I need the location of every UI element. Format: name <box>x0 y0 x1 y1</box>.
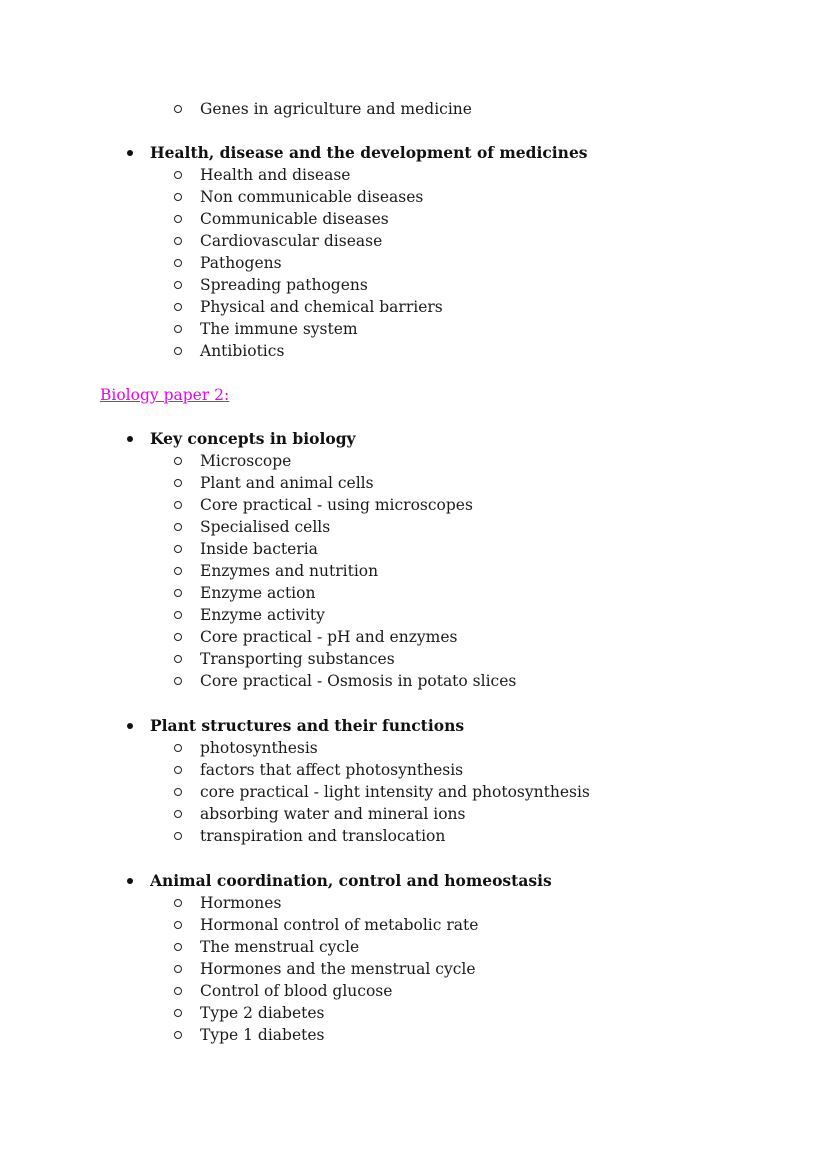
hollow-bullet-icon <box>174 303 182 311</box>
hollow-bullet-icon <box>174 987 182 995</box>
subtopic-label: core practical - light intensity and photosynthesis <box>200 783 590 801</box>
subtopic-item <box>0 538 828 560</box>
subtopic-item <box>0 230 828 252</box>
subtopic-item <box>0 914 828 936</box>
subtopic-item <box>0 1002 828 1024</box>
topic-label: Animal coordination, control and homeostasis <box>150 871 552 890</box>
subtopic-label: transpiration and translocation <box>200 827 446 845</box>
subtopic-label: Specialised cells <box>200 518 331 536</box>
subtopic-label: Pathogens <box>200 254 282 272</box>
hollow-bullet-icon <box>174 501 182 509</box>
hollow-bullet-icon <box>174 545 182 553</box>
hollow-bullet-icon <box>174 677 182 685</box>
subtopic-item <box>0 472 828 494</box>
subtopic-item <box>0 208 828 230</box>
subtopic-item <box>0 98 828 120</box>
filled-bullet-icon <box>127 723 133 729</box>
subtopic-label: The menstrual cycle <box>200 938 360 956</box>
hollow-bullet-icon <box>174 479 182 487</box>
hollow-bullet-icon <box>174 281 182 289</box>
subtopic-item <box>0 626 828 648</box>
subtopic-item <box>0 958 828 980</box>
subtopic-label: Core practical - Osmosis in potato slices <box>200 672 517 690</box>
subtopic-label: Spreading pathogens <box>200 276 368 294</box>
hollow-bullet-icon <box>174 523 182 531</box>
topic-label: Health, disease and the development of medicines <box>150 143 588 162</box>
subtopic-label: Core practical - using microscopes <box>200 496 473 514</box>
subtopic-label: Antibiotics <box>200 342 285 360</box>
hollow-bullet-icon <box>174 633 182 641</box>
subtopic-label: Type 2 diabetes <box>200 1004 325 1022</box>
hollow-bullet-icon <box>174 1031 182 1039</box>
topic-item <box>0 428 828 450</box>
hollow-bullet-icon <box>174 921 182 929</box>
subtopic-item <box>0 825 828 847</box>
subtopic-label: Transporting substances <box>200 650 395 668</box>
subtopic-label: Physical and chemical barriers <box>200 298 443 316</box>
section-heading-link[interactable]: Biology paper 2: <box>100 386 230 404</box>
filled-bullet-icon <box>127 878 133 884</box>
subtopic-label: Hormones <box>200 894 282 912</box>
subtopic-label: absorbing water and mineral ions <box>200 805 466 823</box>
hollow-bullet-icon <box>174 567 182 575</box>
subtopic-item <box>0 1024 828 1046</box>
subtopic-item <box>0 582 828 604</box>
hollow-bullet-icon <box>174 832 182 840</box>
hollow-bullet-icon <box>174 810 182 818</box>
subtopic-label: Plant and animal cells <box>200 474 374 492</box>
subtopic-item <box>0 604 828 626</box>
subtopic-item <box>0 781 828 803</box>
hollow-bullet-icon <box>174 347 182 355</box>
filled-bullet-icon <box>127 150 133 156</box>
filled-bullet-icon <box>127 436 133 442</box>
subtopic-label: Inside bacteria <box>200 540 318 558</box>
topic-label: Plant structures and their functions <box>150 716 465 735</box>
subtopic-label: Non communicable diseases <box>200 188 424 206</box>
subtopic-label: Control of blood glucose <box>200 982 393 1000</box>
subtopic-item <box>0 759 828 781</box>
subtopic-label: Microscope <box>200 452 292 470</box>
hollow-bullet-icon <box>174 899 182 907</box>
hollow-bullet-icon <box>174 171 182 179</box>
hollow-bullet-icon <box>174 766 182 774</box>
subtopic-label: Cardiovascular disease <box>200 232 383 250</box>
subtopic-item <box>0 516 828 538</box>
hollow-bullet-icon <box>174 215 182 223</box>
subtopic-label: Enzyme action <box>200 584 316 602</box>
subtopic-item <box>0 296 828 318</box>
subtopic-item <box>0 936 828 958</box>
subtopic-label: Enzyme activity <box>200 606 325 624</box>
topic-item <box>0 715 828 737</box>
subtopic-item <box>0 186 828 208</box>
hollow-bullet-icon <box>174 655 182 663</box>
subtopic-item <box>0 494 828 516</box>
hollow-bullet-icon <box>174 237 182 245</box>
subtopic-label: Hormonal control of metabolic rate <box>200 916 479 934</box>
subtopic-label: Communicable diseases <box>200 210 389 228</box>
subtopic-item <box>0 980 828 1002</box>
hollow-bullet-icon <box>174 611 182 619</box>
subtopic-item <box>0 340 828 362</box>
subtopic-item <box>0 252 828 274</box>
hollow-bullet-icon <box>174 259 182 267</box>
subtopic-label: factors that affect photosynthesis <box>200 761 464 779</box>
hollow-bullet-icon <box>174 457 182 465</box>
hollow-bullet-icon <box>174 943 182 951</box>
subtopic-item <box>0 560 828 582</box>
subtopic-item <box>0 737 828 759</box>
subtopic-label: Hormones and the menstrual cycle <box>200 960 476 978</box>
topic-item <box>0 142 828 164</box>
subtopic-label: Health and disease <box>200 166 351 184</box>
subtopic-label: photosynthesis <box>200 739 318 757</box>
subtopic-label: The immune system <box>200 320 358 338</box>
topic-item <box>0 870 828 892</box>
subtopic-label: Core practical - pH and enzymes <box>200 628 458 646</box>
hollow-bullet-icon <box>174 325 182 333</box>
hollow-bullet-icon <box>174 788 182 796</box>
hollow-bullet-icon <box>174 965 182 973</box>
subtopic-item <box>0 670 828 692</box>
subtopic-label: Genes in agriculture and medicine <box>200 100 472 118</box>
subtopic-item <box>0 318 828 340</box>
topic-label: Key concepts in biology <box>150 429 356 448</box>
hollow-bullet-icon <box>174 1009 182 1017</box>
hollow-bullet-icon <box>174 105 182 113</box>
hollow-bullet-icon <box>174 744 182 752</box>
subtopic-item <box>0 648 828 670</box>
subtopic-item <box>0 803 828 825</box>
subtopic-label: Enzymes and nutrition <box>200 562 379 580</box>
subtopic-item <box>0 892 828 914</box>
subtopic-item <box>0 450 828 472</box>
subtopic-label: Type 1 diabetes <box>200 1026 325 1044</box>
hollow-bullet-icon <box>174 589 182 597</box>
hollow-bullet-icon <box>174 193 182 201</box>
subtopic-item <box>0 274 828 296</box>
subtopic-item <box>0 164 828 186</box>
